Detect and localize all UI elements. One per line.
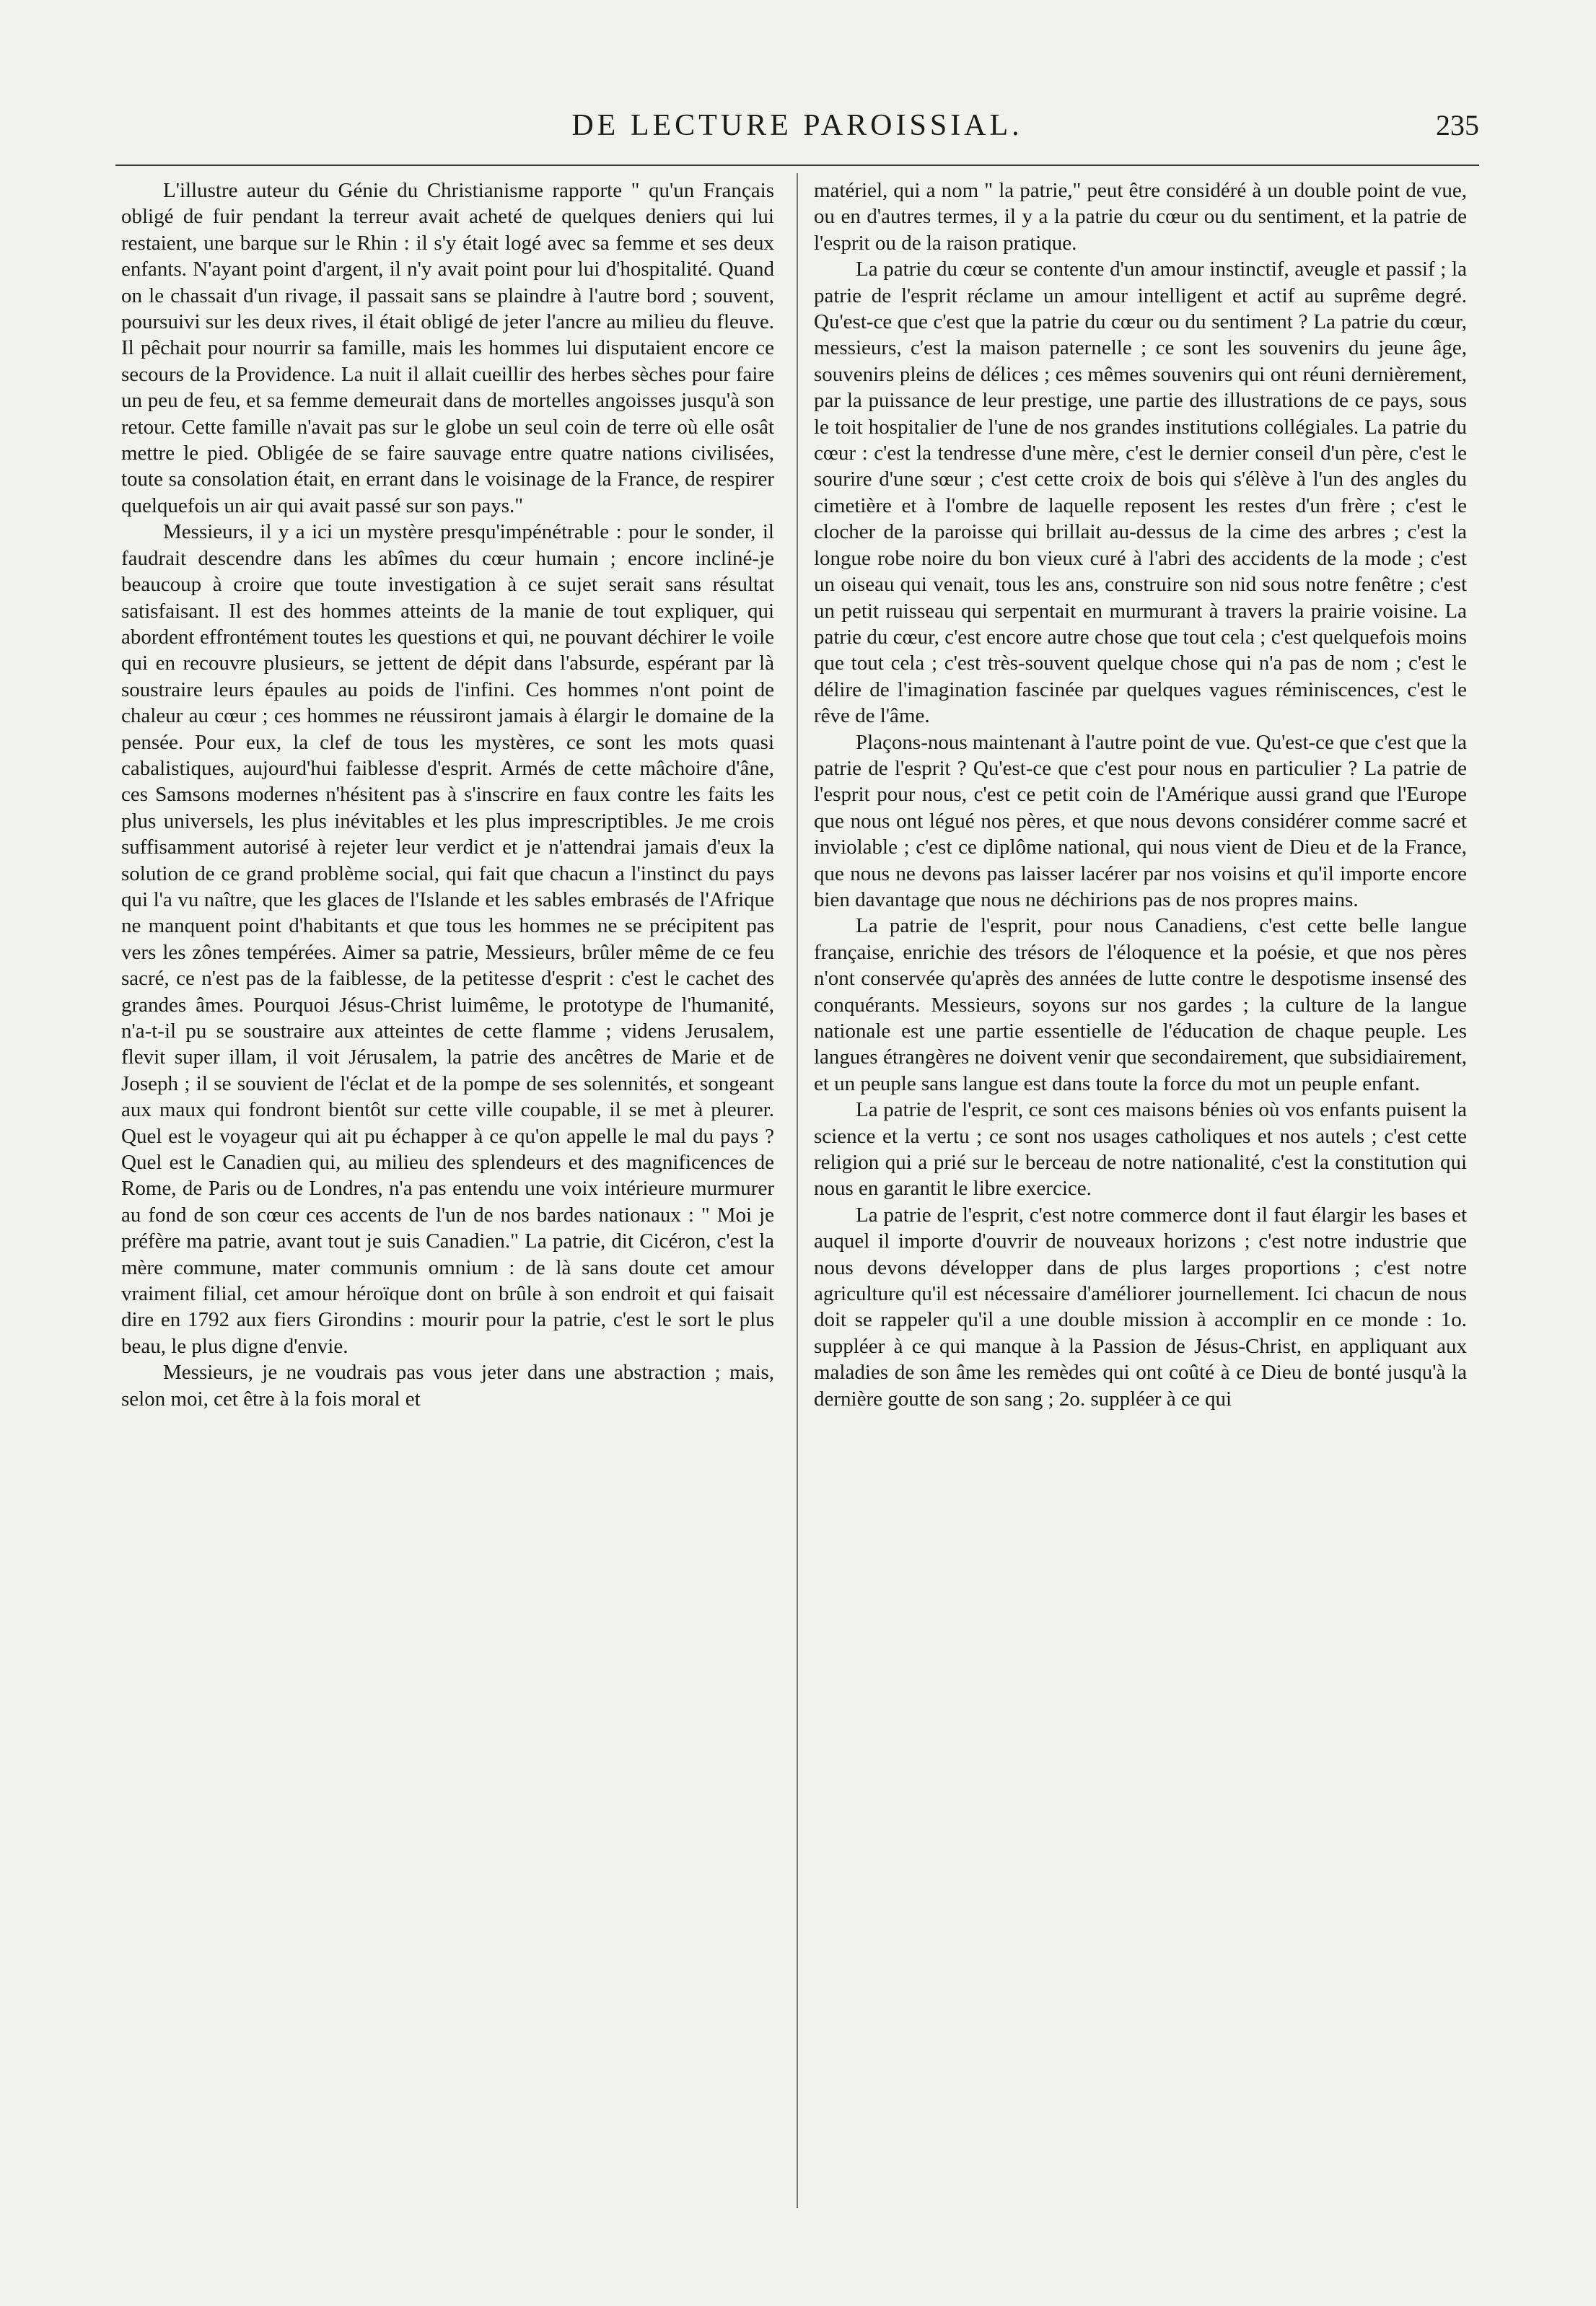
paragraph: La patrie de l'esprit, ce sont ces maisons bénies où vos enfants puisent la science et la vertu ; ce sont nos usages catholiques et nos autels ; c'est cette religion qui a prié sur le berceau de notre nationalité, c'est la constitution qui nous en garantit le libre exercice. [814,1098,1467,1201]
paragraph: La patrie de l'esprit, pour nous Canadiens, c'est cette belle langue française, enrichie des trésors de l'éloquence et la poésie, et que nos pères n'ont conservée qu'après des années de lutte contre le despotisme insensé des conquérants. Messieurs, soyons sur nos gardes ; la culture de la langue nationale est une partie essentielle de l'éducation de chaque peuple. Les langues étrangères ne doivent venir que secondairement, que subsidiairement, et un peuple sans langue est dans toute la force du mot un peuple enfant. [814,914,1467,1095]
paragraph: Plaçons-nous maintenant à l'autre point de vue. Qu'est-ce que c'est que la patrie de l'esprit ? Qu'est-ce que c'est pour nous en particulier ? La patrie de l'esprit pour nous, c'est ce petit coin de l'Amérique aussi grand que l'Europe que nous ont légué nos pères, et que nous devons considérer comme sacré et inviolable ; c'est ce diplôme national, qui nous vient de Dieu et de la France, que nous ne devons pas laisser lacérer par nos voisins et qu'il importe encore bien davantage que nous ne déchirions pas de nos propres mains. [814,730,1467,911]
page-number: 235 [1436,109,1479,141]
paragraph: La patrie du cœur se contente d'un amour instinctif, aveugle et passif ; la patrie de l'esprit réclame un amour intelligent et actif au suprême degré. Qu'est-ce que c'est que la patrie du cœur ou du sentiment ? La patrie du cœur, messieurs, c'est la maison paternelle ; ce sont les souvenirs du jeune âge, souvenirs pleins de délices ; ces mêmes souvenirs qui ont réuni dernièrement, par la puissance de leur prestige, une partie des illustrations de ce pays, sous le toit hospitalier de l'une de nos grandes institutions collégiales. La patrie du cœur : c'est la tendresse d'une mère, c'est le dernier conseil d'un père, c'est le sourire d'une sœur ; c'est cette croix de bois qui s'élève à l'un des angles du cimetière et à l'ombre de laquelle reposent les restes d'un frère ; c'est le clocher de la paroisse qui brillait au-dessus de la cime des arbres ; c'est la longue robe noire du bon vieux curé à l'abri des accidents de la mode ; c'est un oiseau qui venait, tous les ans, construire son nid sous notre fenêtre ; c'est un petit ruisseau qui serpentait en murmurant à travers la prairie voisine. La patrie du cœur, c'est encore autre chose que tout cela ; c'est quelquefois moins que tout cela ; c'est très-souvent quelque chose qui n'a pas de nom ; c'est le délire de l'imagination fascinée par quelques vagues réminiscences, c'est le rêve de l'âme. [814,258,1467,728]
column-divider [797,173,798,2208]
paragraph: Messieurs, il y a ici un mystère presqu'impénétrable : pour le sonder, il faudrait descendre dans les abîmes du cœur humain ; encore incliné-je beaucoup à croire que toute investigation à ce sujet serait sans résultat satisfaisant. Il est des hommes atteints de la manie de tout expliquer, qui abordent effrontément toutes les questions et qui, ne pouvant déchirer le voile qui en recouvre plusieurs, se jettent de dépit dans l'absurde, espérant par là soustraire leurs épaules au poids de l'infini. Ces hommes n'ont point de chaleur au cœur ; ces hommes ne réussiront jamais à élargir le domaine de la pensée. Pour eux, la clef de tous les mystères, ce sont les mots quasi cabalistiques, aujourd'hui faiblesse d'esprit. Armés de cette mâchoire d'âne, ces Samsons modernes n'hésitent pas à s'inscrire en faux contre les faits les plus universels, les plus inévitables et les plus imprescriptibles. Je me crois suffisamment autorisé à rejeter leur verdict et je n'attendrai jamais d'eux la solution de ce grand problème social, qui fait que chacun a l'instinct du pays qui l'a vu naître, que les glaces de l'Islande et les sables embrasés de l'Afrique ne manquent point d'habitants et que tous les hommes ne se précipitent pas vers les zônes tempérées. Aimer sa patrie, Messieurs, brûler même de ce feu sacré, ce n'est pas de la faiblesse, de la petitesse d'esprit : c'est le cachet des grandes âmes. Pourquoi Jésus-Christ luimême, le prototype de l'humanité, n'a-t-il pu se soustraire aux atteintes de cette flamme ; videns Jerusalem, flevit super illam, il voit Jérusalem, la patrie des ancêtres de Marie et de Joseph ; il se souvient de l'éclat et de la pompe de ses solennités, et songeant aux maux qui fondront bientôt sur cette ville coupable, il se met à pleurer. Quel est le voyageur qui ait pu échapper à ce qu'on appelle le mal du pays ? Quel est le Canadien qui, au milieu des splendeurs et des magnificences de Rome, de Paris ou de Londres, n'a pas entendu une voix intérieure murmurer au fond de son cœur ces accents de l'un de nos bardes nationaux : " Moi je préfère ma patrie, avant tout je suis Canadien." La patrie, dit Cicéron, c'est la mère commune, mater communis omnium : de là sans doute cet amour vraiment filial, cet amour héroïque dont on brûle à son endroit et qui faisait dire en 1792 aux fiers Girondins : mourir pour la patrie, c'est le sort le plus beau, le plus digne d'envie. [121,520,774,1358]
paragraph: matériel, qui a nom " la patrie," peut être considéré à un double point de vue, ou en d'autres termes, il y a la patrie du cœur ou du sentiment, et la patrie de l'esprit ou de la raison pratique. [814,179,1467,255]
right-column [814,177,1467,1412]
page-header [115,108,1479,159]
header-rule [115,165,1479,166]
paragraph: Messieurs, je ne voudrais pas vous jeter dans une abstraction ; mais, selon moi, cet être à la fois moral et [121,1361,774,1411]
paragraph: L'illustre auteur du Génie du Christianisme rapporte " qu'un Français obligé de fuir pendant la terreur avait acheté de quelques deniers qui lui restaient, une barque sur le Rhin : il s'y était logé avec sa femme et ses deux enfants. N'ayant point d'argent, il n'y avait point pour lui d'hospitalité. Quand on le chassait d'un rivage, il passait sans se plaindre à l'autre bord ; souvent, poursuivi sur les deux rives, il était obligé de jeter l'ancre au milieu du fleuve. Il pêchait pour nourrir sa famille, mais les hommes lui disputaient encore ce secours de la Providence. La nuit il allait cueillir des herbes sèches pour faire un peu de feu, et sa femme demeurait dans de mortelles angoisses jusqu'à son retour. Cette famille n'avait pas sur le globe un seul coin de terre où elle osât mettre le pied. Obligée de se faire sauvage entre quatre nations civilisées, toute sa consolation était, en errant dans le voisinage de la France, de respirer quelquefois un air qui avait passé sur son pays." [121,179,774,517]
running-head: DE LECTURE PAROISSIAL. [571,109,1023,142]
paragraph: La patrie de l'esprit, c'est notre commerce dont il faut élargir les bases et auquel il importe d'ouvrir de nouveaux horizons ; c'est notre industrie que nous devons développer dans de plus larges proportions ; c'est notre agriculture qu'il est nécessaire d'améliorer journellement. Ici chacun de nous doit se rappeler qu'il a une double mission à accomplir en ce monde : 1o. suppléer à ce qui manque à la Passion de Jésus-Christ, en appliquant aux maladies de son âme les remèdes qui ont coûté à ce Dieu de bonté jusqu'à la dernière goutte de son sang ; 2o. suppléer à ce qui [814,1203,1467,1411]
left-column [121,177,774,1412]
